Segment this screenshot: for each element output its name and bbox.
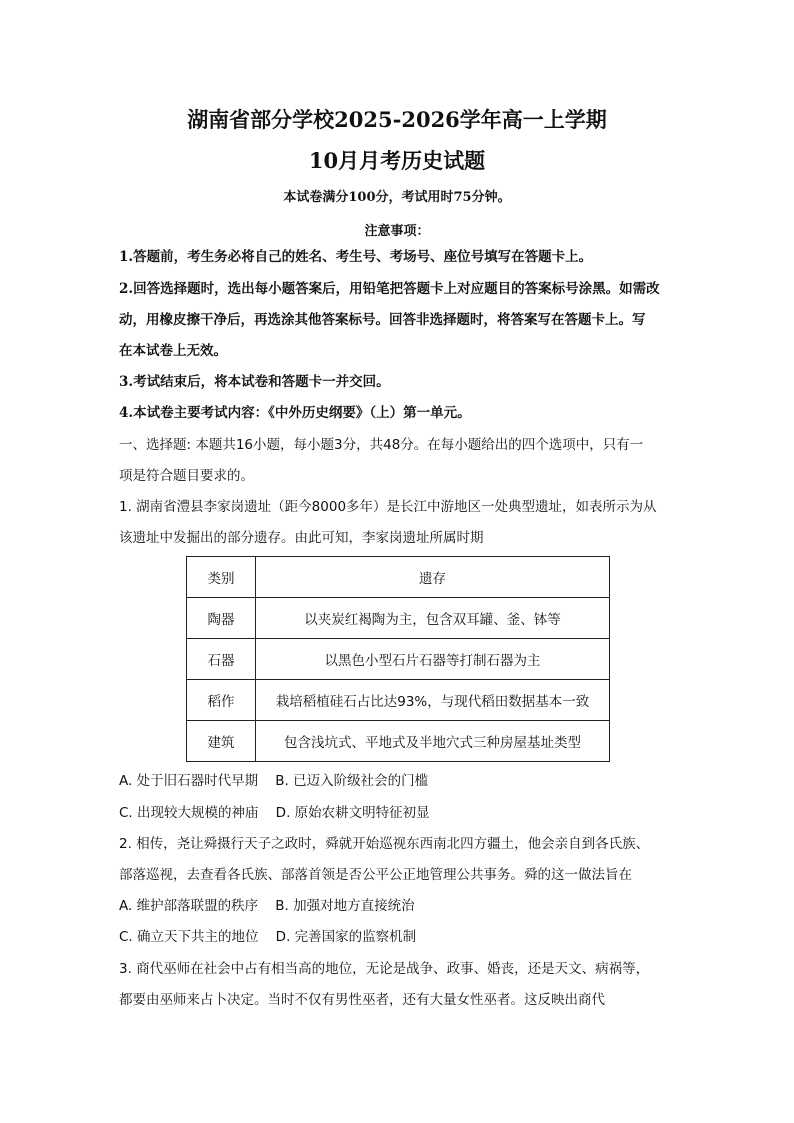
cell-category: 陶器 — [187, 598, 256, 639]
cell-relics: 以夹炭红褐陶为主，包含双耳罐、釜、钵等 — [256, 598, 610, 639]
notice-item-2-cont: 动，用橡皮擦干净后，再选涂其他答案标号。回答非选择题时，将答案写在答题卡上。写 — [119, 312, 646, 328]
relics-table — [186, 556, 610, 762]
question-2-stem: 2. 相传，尧让舜摄行天子之政时，舜就开始巡视东西南北四方疆土，他会亲自到各氏族、 — [119, 836, 650, 852]
header-category: 类别 — [187, 557, 256, 598]
section-heading-cont: 项是符合题目要求的。 — [119, 468, 254, 484]
section-heading: 一、选择题: 本题共16小题，每小题3分，共48分。在每小题给出的四个选项中，只有一 — [119, 437, 644, 453]
exam-title-line2: 10月月考历史试题 — [308, 148, 486, 173]
cell-category: 稻作 — [187, 680, 256, 721]
question-1-stem: 1. 湖南省澧县李家岗遗址（距今8000多年）是长江中游地区一处典型遗址，如表所示为从 — [119, 499, 657, 515]
question-3-stem: 3. 商代巫师在社会中占有相当高的地位，无论是战争、政事、婚丧，还是天文、病祸等， — [119, 961, 650, 977]
cell-category: 石器 — [187, 639, 256, 680]
notice-heading: 注意事项： — [364, 224, 430, 239]
question-2-options-cd: C. 确立天下共主的地位 D. 完善国家的监察机制 — [119, 929, 417, 945]
table-row — [187, 721, 610, 762]
notice-item-3: 3.考试结束后，将本试卷和答题卡一并交回。 — [119, 374, 390, 390]
notice-item-2-end: 在本试卷上无效。 — [119, 343, 227, 359]
table-header-row — [187, 557, 610, 598]
cell-relics: 栽培稻植硅石占比达93%，与现代稻田数据基本一致 — [256, 680, 610, 721]
cell-relics: 以黑色小型石片石器等打制石器为主 — [256, 639, 610, 680]
table-row — [187, 598, 610, 639]
cell-category: 建筑 — [187, 721, 256, 762]
notice-item-1: 1.答题前，考生务必将自己的姓名、考生号、考场号、座位号填写在答题卡上。 — [119, 249, 593, 265]
notice-item-4: 4.本试卷主要考试内容：《中外历史纲要》（上）第一单元。 — [119, 405, 471, 421]
header-relics: 遗存 — [256, 557, 610, 598]
cell-relics: 包含浅坑式、平地式及半地穴式三种房屋基址类型 — [256, 721, 610, 762]
question-1-options-cd: C. 出现较大规模的神庙 D. 原始农耕文明特征初显 — [119, 805, 430, 821]
exam-subtitle: 本试卷满分100分，考试用时75分钟。 — [283, 190, 511, 205]
table-row — [187, 680, 610, 721]
question-3-stem-cont: 都要由巫师来占卜决定。当时不仅有男性巫者，还有大量女性巫者。这反映出商代 — [119, 992, 605, 1008]
question-2-options-ab: A. 维护部落联盟的秩序 B. 加强对地方直接统治 — [119, 898, 415, 914]
question-1-options-ab: A. 处于旧石器时代早期 B. 已迈入阶级社会的门槛 — [119, 773, 429, 789]
question-2-stem-cont: 部落巡视，去查看各氏族、部落首领是否公平公正地管理公共事务。舜的这一做法旨在 — [119, 867, 632, 883]
table-row — [187, 639, 610, 680]
exam-title-line1: 湖南省部分学校2025-2026学年高一上学期 — [187, 107, 607, 132]
notice-item-2: 2.回答选择题时，选出每小题答案后，用铅笔把答题卡上对应题目的答案标号涂黑。如需改 — [119, 281, 660, 297]
question-1-stem-cont: 该遗址中发掘出的部分遗存。由此可知，李家岗遗址所属时期 — [119, 530, 484, 546]
